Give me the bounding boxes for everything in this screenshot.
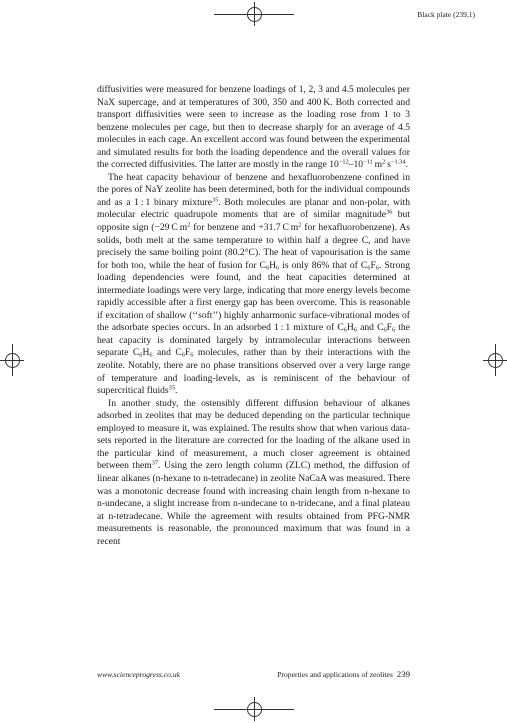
- citation: 35: [212, 196, 219, 204]
- text-run: .: [405, 159, 408, 171]
- superscript: −11: [363, 158, 373, 166]
- text-run: . Using the zero length column (ZLC) method, the diffusion of linear alkanes (n-hexane to n-tetradecane) in zeolite NaCaA was measured. There was a monotonic decrease found with increasing chain length from n-hexane to n-undecane, a slight increase from n-undecane to n-tridecane, and a final plateau at n-tetradecane. While the agreement with results obtained from PFG-NMR measurements is reasonable, the pronounced maximum that was found in a recent: [97, 460, 411, 547]
- text-run: In another study, the ostensibly different diffusion behaviour of alkanes adsorbed in zeolites that may be deduced depending on the particular technique employed to measure it, was explained. The results show that when various data-sets reported in the literature are corrected for the loading of the alkane used in the particular kind of measurement, a much closer agreement is obtained between them: [97, 397, 410, 472]
- superscript: 2: [187, 221, 191, 229]
- text-run: is only 86% that of C: [279, 259, 368, 271]
- text-run: F: [370, 259, 376, 271]
- article-body: [97, 84, 410, 548]
- text-run: for benzene and +31.7 C m: [190, 222, 299, 234]
- paragraph-1: [97, 84, 410, 172]
- text-run: H: [269, 259, 277, 271]
- subscript: 6: [139, 352, 143, 360]
- text-run: .: [174, 385, 178, 397]
- superscript: 2: [382, 158, 386, 166]
- subscript: 6: [383, 326, 387, 334]
- subscript: 6: [375, 264, 379, 272]
- text-run: H: [346, 322, 354, 334]
- footer-url[interactable]: www.scienceprogress.co.uk: [97, 670, 181, 679]
- superscript: −12: [338, 158, 349, 166]
- subscript: 6: [392, 326, 396, 334]
- superscript: −1.34: [390, 158, 406, 166]
- text-run: F: [184, 347, 191, 359]
- text-run: –10: [348, 159, 364, 171]
- registration-mark-top: [214, 0, 294, 28]
- citation: 36: [386, 208, 393, 216]
- registration-mark-bottom: [214, 697, 294, 723]
- paragraph-2: [97, 172, 410, 398]
- text-run: . Both molecules are planar and non-polar, with molecular electric quadrupole moments that are of similar magnitude: [97, 196, 410, 221]
- page-footer: [97, 669, 410, 679]
- text-run: but opposite sign (−29 C m: [97, 209, 410, 234]
- plate-label: Black plate (239,1): [417, 10, 475, 19]
- text-run: . Strong loading dependencies were found, and the heat capacities determined at intermediate loadings were very large, indicating that more energy levels become rapidly accessible after a first energy gap has been overcome. This is reasonable if excitation of shallow (‘‘soft’’) highly anharmonic surface-vibrational modes of the adsorbate species occurs. In an adsorbed 1 : 1 mixture of C: [97, 259, 411, 334]
- text-run: m: [372, 159, 383, 171]
- text-run: for hexafluorobenzene). As solids, both melt at the same temperature to within half a degree C, and have precisely the same boiling point (80.2°C). The heat of vapourisation is the same for both too, while the heat of fusion for C: [97, 222, 410, 271]
- subscript: 6: [343, 326, 347, 334]
- text-run: diffusivities were measured for benzene loadings of 1, 2, 3 and 4.5 molecules per NaX supercage, and at temperatures of 300, 350 and 400 K. Both corrected and transport diffusivities were seen to increase as the loading rose from 1 to 3 benzene molecules per cage, but then to decrease sharply for an average of 4.5 molecules in each cage. An excellent accord was found between the experimental and simulated results for both the loading dependence and the overall values for the corrected diffusivities. The latter are mostly in the range 10: [97, 84, 410, 171]
- subscript: 6: [181, 352, 185, 360]
- page-number: 239: [396, 669, 410, 679]
- subscript: 6: [149, 352, 153, 360]
- subscript: 6: [367, 264, 371, 272]
- superscript: 2: [298, 221, 302, 229]
- text-run: and C: [357, 322, 384, 334]
- registration-mark-left: [0, 330, 26, 390]
- footer-running-title: Properties and applications of zeolites 239: [277, 669, 410, 679]
- paragraph-3: [97, 398, 410, 549]
- text-run: F: [386, 322, 392, 334]
- text-run: molecules, rather than by their interactions with the zeolite. Notably, there are no phase transitions observed over a very large range of temperature and loading-levels, as is reminiscent of the behaviour of supercritical fluids: [97, 347, 410, 397]
- subscript: 6: [190, 352, 194, 360]
- text-run: H: [142, 347, 150, 359]
- subscript: 6: [276, 264, 280, 272]
- text-run: The heat capacity behaviour of benzene and hexafluorobenzene confined in the pores of NaY zeolite has been determined, both for the individual compounds and as a 1 : 1 binary mixture: [97, 171, 410, 208]
- citation: 37: [151, 459, 159, 467]
- text-run: and C: [152, 347, 182, 359]
- text-run: the heat capacity is dominated largely by intramolecular interactions between separate C: [97, 322, 410, 359]
- citation: 35: [168, 384, 175, 392]
- text-run: s: [385, 159, 391, 171]
- subscript: 6: [265, 264, 270, 272]
- registration-mark-right: [481, 330, 507, 390]
- subscript: 6: [353, 326, 358, 334]
